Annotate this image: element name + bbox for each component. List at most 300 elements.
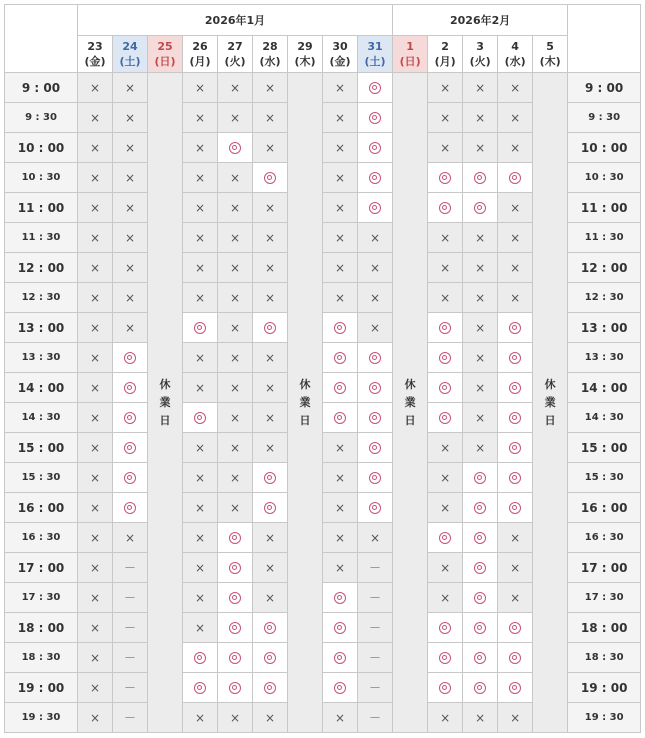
double-circle-icon	[369, 352, 381, 364]
slot-available[interactable]	[218, 673, 253, 703]
cross-icon: ×	[475, 80, 486, 95]
double-circle-icon	[509, 442, 521, 454]
slot-available[interactable]	[323, 613, 358, 643]
double-circle-icon	[264, 172, 276, 184]
cross-icon: ×	[194, 380, 206, 395]
slot-available[interactable]	[358, 193, 393, 223]
slot-full	[253, 703, 288, 733]
cross-icon: ×	[194, 140, 206, 155]
cross-icon: ×	[264, 260, 276, 275]
slot-available[interactable]	[113, 343, 148, 373]
slot-available[interactable]	[463, 193, 498, 223]
cross-icon: ×	[264, 530, 276, 545]
slot-available[interactable]	[323, 403, 358, 433]
day-of-week: (金)	[329, 55, 351, 68]
time-label: 14 : 00	[5, 373, 78, 403]
cross-icon: ×	[229, 500, 241, 515]
slot-available[interactable]	[218, 133, 253, 163]
day-header	[463, 36, 498, 73]
slot-full	[463, 73, 498, 103]
double-circle-icon	[334, 592, 346, 604]
day-of-week: (月)	[434, 55, 456, 68]
day-number: 4	[511, 40, 519, 53]
slot-full	[113, 223, 148, 253]
slot-full	[498, 703, 533, 733]
time-label: 13 : 30	[5, 343, 78, 373]
slot-available[interactable]	[323, 313, 358, 343]
slot-full	[183, 553, 218, 583]
time-label: 16 : 30	[5, 523, 78, 553]
cross-icon: ×	[194, 200, 206, 215]
slot-available[interactable]	[253, 163, 288, 193]
slot-available[interactable]	[463, 463, 498, 493]
slot-available[interactable]	[113, 373, 148, 403]
double-circle-icon	[124, 412, 136, 424]
slot-available[interactable]	[253, 493, 288, 523]
slot-full	[253, 433, 288, 463]
cross-icon: ×	[440, 140, 451, 155]
double-circle-icon	[124, 442, 136, 454]
slot-available[interactable]	[113, 433, 148, 463]
corner-cell	[5, 5, 78, 73]
slot-full	[498, 553, 533, 583]
slot-available[interactable]	[463, 613, 498, 643]
cross-icon: ×	[264, 230, 276, 245]
slot-available[interactable]	[218, 613, 253, 643]
slot-available[interactable]	[253, 463, 288, 493]
cross-icon: ×	[124, 200, 136, 215]
slot-full	[358, 253, 393, 283]
double-circle-icon	[439, 322, 451, 334]
slot-available[interactable]	[218, 643, 253, 673]
slot-full	[78, 673, 113, 703]
double-circle-icon	[439, 532, 451, 544]
slot-available[interactable]	[358, 133, 393, 163]
month-header-row	[5, 5, 641, 36]
cross-icon: ×	[89, 290, 101, 305]
slot-available[interactable]	[113, 493, 148, 523]
day-header	[253, 36, 288, 73]
slot-available[interactable]	[463, 523, 498, 553]
slot-available[interactable]	[323, 643, 358, 673]
slot-full	[78, 223, 113, 253]
cross-icon: ×	[475, 290, 486, 305]
slot-full	[463, 133, 498, 163]
slot-full	[323, 103, 358, 133]
slot-available[interactable]	[358, 493, 393, 523]
cross-icon: ×	[89, 530, 101, 545]
slot-available[interactable]	[498, 343, 533, 373]
slot-available[interactable]	[358, 373, 393, 403]
cross-icon: ×	[264, 350, 276, 365]
double-circle-icon	[369, 472, 381, 484]
slot-full	[463, 223, 498, 253]
double-circle-icon	[439, 682, 451, 694]
slot-full	[218, 283, 253, 313]
time-label: 17 : 30	[5, 583, 78, 613]
slot-available[interactable]	[498, 313, 533, 343]
slot-available[interactable]	[428, 523, 463, 553]
cross-icon: ×	[334, 440, 346, 455]
time-label: 9 : 00	[568, 73, 641, 103]
cross-icon: ×	[510, 590, 521, 605]
slot-full	[498, 73, 533, 103]
slot-full	[183, 433, 218, 463]
dash-icon: －	[369, 561, 382, 575]
closed-day-cell	[148, 73, 183, 733]
time-label: 9 : 30	[568, 103, 641, 133]
slot-full	[498, 283, 533, 313]
double-circle-icon	[194, 652, 206, 664]
cross-icon: ×	[229, 440, 241, 455]
double-circle-icon	[369, 442, 381, 454]
slot-available[interactable]	[498, 493, 533, 523]
availability-table	[4, 4, 641, 733]
cross-icon: ×	[510, 260, 521, 275]
slot-full	[183, 583, 218, 613]
double-circle-icon	[334, 382, 346, 394]
slot-available[interactable]	[498, 403, 533, 433]
slot-available[interactable]	[218, 523, 253, 553]
dash-icon: －	[123, 621, 136, 635]
cross-icon: ×	[89, 170, 101, 185]
slot-full	[113, 133, 148, 163]
double-circle-icon	[124, 502, 136, 514]
day-of-week: (火)	[224, 55, 246, 68]
time-label: 11 : 00	[568, 193, 641, 223]
double-circle-icon	[509, 472, 521, 484]
double-circle-icon	[334, 622, 346, 634]
dash-icon: －	[123, 591, 136, 605]
slot-unavailable-dash	[358, 703, 393, 733]
slot-full	[323, 163, 358, 193]
slot-available[interactable]	[463, 553, 498, 583]
slot-available[interactable]	[218, 583, 253, 613]
slot-available[interactable]	[463, 493, 498, 523]
double-circle-icon	[439, 352, 451, 364]
day-header	[323, 36, 358, 73]
slot-available[interactable]	[358, 73, 393, 103]
slot-available[interactable]	[498, 463, 533, 493]
slot-full	[218, 253, 253, 283]
double-circle-icon	[474, 682, 486, 694]
double-circle-icon	[474, 472, 486, 484]
slot-full	[183, 703, 218, 733]
cross-icon: ×	[194, 440, 206, 455]
slot-unavailable-dash	[358, 673, 393, 703]
slot-full	[113, 283, 148, 313]
slot-available[interactable]	[113, 403, 148, 433]
slot-full	[113, 163, 148, 193]
slot-available[interactable]	[358, 433, 393, 463]
slot-available[interactable]	[498, 673, 533, 703]
cross-icon: ×	[510, 110, 521, 125]
cross-icon: ×	[334, 230, 346, 245]
slot-available[interactable]	[358, 403, 393, 433]
double-circle-icon	[439, 382, 451, 394]
slot-full	[463, 703, 498, 733]
closed-label-char: 日	[544, 413, 556, 427]
slot-full	[78, 313, 113, 343]
double-circle-icon	[194, 322, 206, 334]
slot-full	[78, 463, 113, 493]
cross-icon: ×	[229, 710, 241, 725]
double-circle-icon	[124, 382, 136, 394]
slot-full	[428, 463, 463, 493]
cross-icon: ×	[264, 440, 276, 455]
cross-icon: ×	[264, 110, 276, 125]
cross-icon: ×	[440, 470, 451, 485]
cross-icon: ×	[89, 230, 101, 245]
slot-unavailable-dash	[358, 643, 393, 673]
slot-full	[253, 343, 288, 373]
time-label: 19 : 00	[5, 673, 78, 703]
day-header	[288, 36, 323, 73]
cross-icon: ×	[89, 110, 101, 125]
slot-full	[253, 193, 288, 223]
slot-full	[78, 133, 113, 163]
cross-icon: ×	[194, 350, 206, 365]
cross-icon: ×	[194, 230, 206, 245]
cross-icon: ×	[510, 200, 521, 215]
slot-full	[218, 163, 253, 193]
slot-available[interactable]	[463, 163, 498, 193]
slot-full	[183, 463, 218, 493]
slot-unavailable-dash	[358, 613, 393, 643]
slot-unavailable-dash	[358, 583, 393, 613]
slot-available[interactable]	[323, 373, 358, 403]
cross-icon: ×	[89, 80, 101, 95]
slot-available[interactable]	[428, 163, 463, 193]
double-circle-icon	[439, 622, 451, 634]
slot-available[interactable]	[498, 373, 533, 403]
slot-available[interactable]	[463, 673, 498, 703]
slot-full	[323, 253, 358, 283]
slot-full	[428, 73, 463, 103]
slot-full	[253, 223, 288, 253]
slot-full	[183, 343, 218, 373]
double-circle-icon	[264, 622, 276, 634]
cross-icon: ×	[475, 140, 486, 155]
cross-icon: ×	[194, 710, 206, 725]
cross-icon: ×	[194, 620, 206, 635]
slot-available[interactable]	[428, 673, 463, 703]
slot-available[interactable]	[183, 313, 218, 343]
day-of-week: (火)	[469, 55, 491, 68]
cross-icon: ×	[440, 440, 451, 455]
cross-icon: ×	[229, 80, 241, 95]
cross-icon: ×	[124, 320, 136, 335]
slot-available[interactable]	[323, 343, 358, 373]
day-header	[428, 36, 463, 73]
time-row	[5, 73, 641, 103]
slot-available[interactable]	[428, 343, 463, 373]
slot-available[interactable]	[358, 463, 393, 493]
slot-available[interactable]	[358, 163, 393, 193]
cross-icon: ×	[89, 200, 101, 215]
day-number: 23	[87, 40, 103, 53]
day-header	[393, 36, 428, 73]
cross-icon: ×	[475, 440, 486, 455]
cross-icon: ×	[334, 290, 346, 305]
cross-icon: ×	[89, 380, 101, 395]
double-circle-icon	[474, 622, 486, 634]
slot-available[interactable]	[113, 463, 148, 493]
slot-unavailable-dash	[113, 583, 148, 613]
cross-icon: ×	[229, 200, 241, 215]
slot-available[interactable]	[428, 403, 463, 433]
slot-full	[498, 223, 533, 253]
slot-available[interactable]	[498, 643, 533, 673]
time-label: 16 : 30	[568, 523, 641, 553]
slot-full	[183, 163, 218, 193]
slot-full	[183, 613, 218, 643]
cross-icon: ×	[510, 530, 521, 545]
slot-full	[183, 493, 218, 523]
slot-available[interactable]	[463, 583, 498, 613]
day-of-week: (木)	[294, 55, 316, 68]
slot-available[interactable]	[218, 553, 253, 583]
slot-full	[463, 403, 498, 433]
cross-icon: ×	[124, 530, 136, 545]
cross-icon: ×	[264, 710, 276, 725]
double-circle-icon	[439, 172, 451, 184]
slot-full	[78, 373, 113, 403]
slot-available[interactable]	[428, 643, 463, 673]
slot-full	[428, 253, 463, 283]
slot-full	[78, 613, 113, 643]
slot-full	[323, 283, 358, 313]
closed-label-char: 業	[544, 395, 556, 409]
slot-available[interactable]	[183, 643, 218, 673]
cross-icon: ×	[475, 710, 486, 725]
slot-available[interactable]	[498, 433, 533, 463]
slot-full	[463, 373, 498, 403]
cross-icon: ×	[229, 260, 241, 275]
cross-icon: ×	[334, 470, 346, 485]
double-circle-icon	[229, 652, 241, 664]
closed-label-char: 休	[544, 377, 556, 391]
time-label: 13 : 00	[568, 313, 641, 343]
slot-full	[323, 193, 358, 223]
closed-day-cell	[533, 73, 568, 733]
cross-icon: ×	[124, 230, 136, 245]
slot-available[interactable]	[498, 163, 533, 193]
day-number: 26	[192, 40, 208, 53]
slot-full	[78, 253, 113, 283]
dash-icon: －	[123, 561, 136, 575]
slot-available[interactable]	[183, 403, 218, 433]
day-of-week: (日)	[399, 55, 421, 68]
cross-icon: ×	[124, 290, 136, 305]
slot-full	[498, 103, 533, 133]
slot-available[interactable]	[428, 313, 463, 343]
slot-available[interactable]	[253, 643, 288, 673]
slot-full	[183, 103, 218, 133]
day-number: 28	[262, 40, 278, 53]
day-of-week: (土)	[119, 55, 141, 68]
double-circle-icon	[264, 682, 276, 694]
double-circle-icon	[334, 682, 346, 694]
day-number: 1	[406, 40, 414, 53]
corner-cell	[568, 5, 641, 73]
time-label: 11 : 30	[568, 223, 641, 253]
time-label: 16 : 00	[5, 493, 78, 523]
slot-available[interactable]	[323, 673, 358, 703]
cross-icon: ×	[194, 110, 206, 125]
cross-icon: ×	[229, 170, 241, 185]
cross-icon: ×	[370, 260, 381, 275]
double-circle-icon	[369, 502, 381, 514]
slot-available[interactable]	[323, 583, 358, 613]
day-header	[498, 36, 533, 73]
cross-icon: ×	[89, 440, 101, 455]
slot-available[interactable]	[428, 613, 463, 643]
slot-full	[218, 73, 253, 103]
slot-available[interactable]	[253, 673, 288, 703]
dash-icon: －	[123, 711, 136, 725]
cross-icon: ×	[264, 290, 276, 305]
cross-icon: ×	[194, 260, 206, 275]
slot-full	[323, 73, 358, 103]
closed-label-char: 休	[159, 377, 171, 391]
slot-available[interactable]	[358, 103, 393, 133]
slot-available[interactable]	[253, 613, 288, 643]
time-label: 19 : 30	[568, 703, 641, 733]
slot-available[interactable]	[428, 193, 463, 223]
day-header-row	[5, 36, 641, 73]
double-circle-icon	[264, 472, 276, 484]
cross-icon: ×	[370, 230, 381, 245]
slot-full	[78, 553, 113, 583]
double-circle-icon	[334, 352, 346, 364]
double-circle-icon	[369, 202, 381, 214]
slot-full	[253, 523, 288, 553]
dash-icon: －	[369, 681, 382, 695]
time-label: 9 : 00	[5, 73, 78, 103]
cross-icon: ×	[334, 500, 346, 515]
double-circle-icon	[264, 502, 276, 514]
cross-icon: ×	[334, 200, 346, 215]
cross-icon: ×	[264, 200, 276, 215]
slot-available[interactable]	[428, 373, 463, 403]
slot-full	[78, 163, 113, 193]
slot-available[interactable]	[358, 343, 393, 373]
cross-icon: ×	[229, 350, 241, 365]
slot-full	[253, 73, 288, 103]
time-label: 12 : 00	[5, 253, 78, 283]
slot-full	[253, 103, 288, 133]
slot-available[interactable]	[183, 673, 218, 703]
slot-full	[218, 313, 253, 343]
slot-available[interactable]	[463, 643, 498, 673]
slot-available[interactable]	[253, 313, 288, 343]
cross-icon: ×	[334, 170, 346, 185]
slot-full	[253, 253, 288, 283]
day-of-week: (月)	[189, 55, 211, 68]
cross-icon: ×	[194, 80, 206, 95]
time-label: 17 : 30	[568, 583, 641, 613]
cross-icon: ×	[475, 320, 486, 335]
slot-full	[463, 433, 498, 463]
time-label: 15 : 00	[568, 433, 641, 463]
cross-icon: ×	[440, 80, 451, 95]
slot-full	[498, 193, 533, 223]
slot-available[interactable]	[498, 613, 533, 643]
cross-icon: ×	[440, 110, 451, 125]
double-circle-icon	[509, 352, 521, 364]
closed-label-char: 業	[159, 395, 171, 409]
